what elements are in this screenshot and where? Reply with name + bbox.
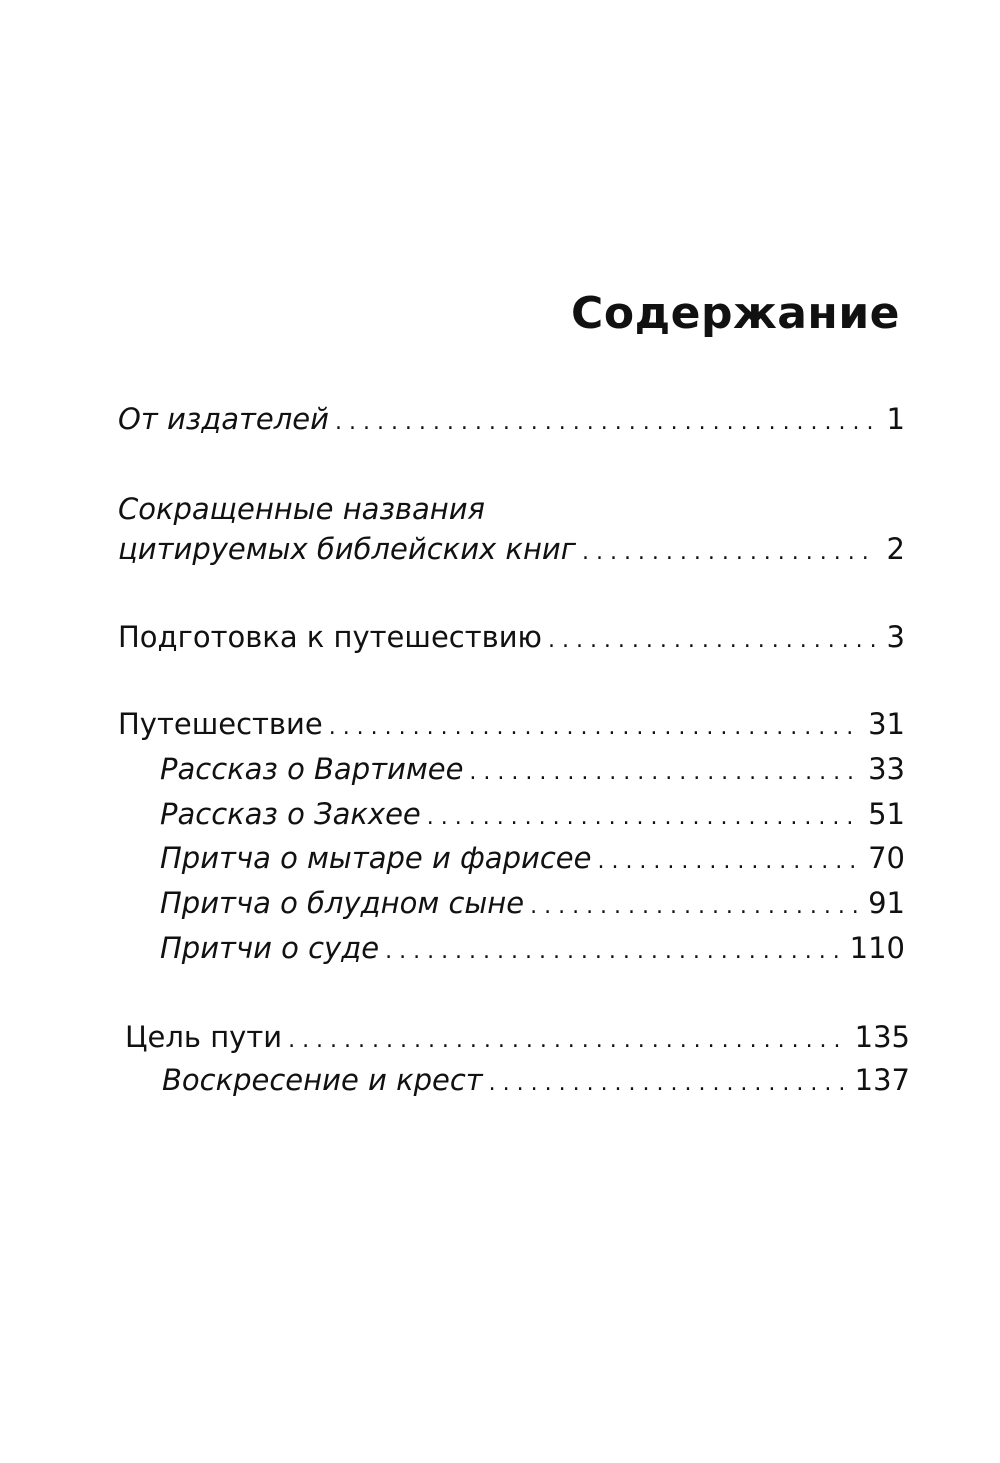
entry-page: 137	[854, 1063, 910, 1097]
dot-leader	[469, 758, 858, 788]
entry-label: Рассказ о Вартимее	[160, 752, 464, 786]
dot-leader	[597, 847, 858, 877]
entry-page: 1	[886, 402, 905, 436]
toc-entry[interactable]	[118, 705, 905, 743]
toc-subentry[interactable]	[162, 1061, 910, 1099]
entry-label: От издателей	[118, 402, 329, 436]
toc-entry[interactable]	[118, 530, 905, 568]
entry-label: цитируемых библейских книг	[118, 532, 576, 566]
entry-label: Воскресение и крест	[162, 1063, 483, 1097]
dot-leader	[385, 937, 840, 967]
entry-page: 91	[868, 886, 905, 920]
toc-entry[interactable]	[118, 400, 905, 438]
dot-leader	[548, 626, 877, 656]
entry-page: 2	[886, 532, 905, 566]
dot-leader	[582, 538, 877, 568]
dot-leader	[427, 803, 858, 833]
entry-page: 31	[868, 707, 905, 741]
entry-label: Притча о блудном сыне	[160, 886, 525, 920]
toc-entry[interactable]	[118, 618, 905, 656]
entry-page: 3	[886, 620, 905, 654]
dot-leader	[329, 713, 858, 743]
toc-subentry[interactable]	[160, 750, 905, 788]
entry-label-line1: Сокращенные названия	[118, 492, 485, 526]
toc-entry[interactable]	[125, 1018, 910, 1056]
entry-label: Цель пути	[125, 1020, 283, 1054]
entry-page: 110	[849, 931, 905, 965]
dot-leader	[530, 892, 858, 922]
page-title: Содержание	[571, 288, 900, 339]
entry-page: 70	[868, 841, 905, 875]
dot-leader	[335, 408, 877, 438]
entry-label: Рассказ о Закхее	[160, 797, 421, 831]
entry-page: 135	[854, 1020, 910, 1054]
toc-subentry[interactable]	[160, 839, 905, 877]
entry-label: Подготовка к путешествию	[118, 620, 542, 654]
toc-subentry[interactable]	[160, 795, 905, 833]
entry-page: 33	[868, 752, 905, 786]
entry-page: 51	[868, 797, 905, 831]
dot-leader	[489, 1069, 845, 1099]
entry-label: Притча о мытаре и фарисее	[160, 841, 592, 875]
toc-subentry[interactable]	[160, 884, 905, 922]
entry-label: Притчи о суде	[160, 931, 380, 965]
dot-leader	[288, 1026, 845, 1056]
entry-label: Путешествие	[118, 707, 323, 741]
toc-subentry[interactable]	[160, 929, 905, 967]
